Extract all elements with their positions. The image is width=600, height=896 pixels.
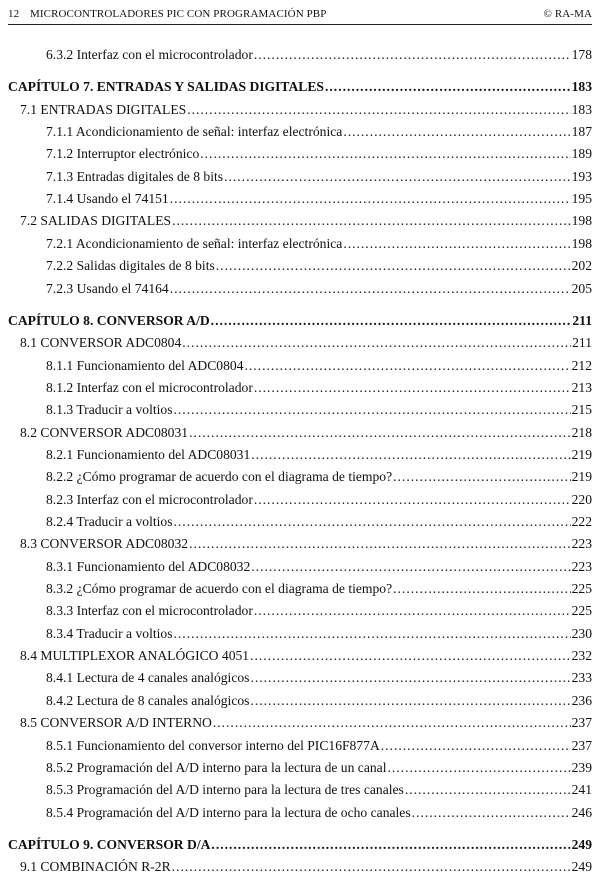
toc-subsection-entry: [8, 233, 592, 255]
toc-subsection-entry: [8, 255, 592, 277]
toc-entry-page: 223: [571, 536, 592, 552]
toc-entry-title: CAPÍTULO 8. CONVERSOR A/D: [8, 312, 210, 328]
toc-entry-page: 183: [571, 79, 592, 95]
toc-entry-line: [46, 556, 592, 578]
toc-entry-title: 8.3.1 Funcionamiento del ADC08032: [46, 558, 251, 574]
toc-entry-line: [46, 166, 592, 188]
toc-subsection-entry: [8, 600, 592, 622]
toc-entry-title: 8.1.1 Funcionamiento del ADC0804: [46, 357, 244, 373]
toc-dot-leader: [412, 802, 571, 824]
toc-dot-leader: [174, 399, 571, 421]
toc-entry-line: [46, 511, 592, 533]
toc-entry-page: 202: [571, 258, 592, 274]
book-title: MICROCONTROLADORES PIC CON PROGRAMACIÓN PBP: [30, 8, 327, 20]
toc-entry-page: 205: [571, 280, 592, 296]
toc-subsection-entry: [8, 556, 592, 578]
toc-dot-leader: [393, 578, 570, 600]
toc-entry-line: [8, 310, 592, 332]
toc-entry-line: [20, 856, 592, 878]
running-header: [8, 6, 592, 26]
toc-entry-title: CAPÍTULO 9. CONVERSOR D/A: [8, 836, 211, 852]
toc-entry-title: 8.2.1 Funcionamiento del ADC08031: [46, 446, 251, 462]
toc-entry-page: 198: [571, 235, 592, 251]
toc-entry-line: [46, 690, 592, 712]
toc-entry-line: [46, 44, 592, 66]
toc-entry-title: 7.2.2 Salidas digitales de 8 bits: [46, 258, 215, 274]
toc-dot-leader: [381, 735, 571, 757]
toc-entry-title: 7.1.3 Entradas digitales de 8 bits: [46, 168, 224, 184]
toc-entry-page: 246: [571, 804, 592, 820]
toc-entry-title: 8.3 CONVERSOR ADC08032: [20, 536, 189, 552]
toc-section-entry: [8, 712, 592, 734]
toc-dot-leader: [172, 856, 571, 878]
toc-entry-line: [20, 332, 592, 354]
toc-entry-line: [46, 188, 592, 210]
toc-dot-leader: [325, 76, 571, 98]
toc-entry-page: 215: [571, 402, 592, 418]
toc-section-entry: [8, 422, 592, 444]
toc-dot-leader: [254, 489, 571, 511]
toc-entry-line: [46, 489, 592, 511]
toc-entry-page: 241: [571, 782, 592, 798]
toc-subsection-entry: [8, 188, 592, 210]
toc-entry-page: 233: [571, 670, 592, 686]
toc-entry-page: 222: [571, 514, 592, 529]
toc-entry-page: 187: [571, 124, 592, 140]
toc-dot-leader: [387, 757, 570, 779]
toc-subsection-entry: [8, 44, 592, 66]
toc-dot-leader: [200, 143, 570, 165]
toc-section-entry: [8, 332, 592, 354]
toc-entry-title: 8.1.2 Interfaz con el microcontrolador: [46, 379, 253, 395]
toc-entry-title: 7.2 SALIDAS DIGITALES: [20, 213, 172, 229]
toc-entry-line: [46, 623, 592, 645]
toc-entry-title: 8.2.2 ¿Cómo programar de acuerdo con el diagrama de tiempo?: [46, 469, 393, 485]
toc-entry-line: [20, 422, 592, 444]
toc-dot-leader: [251, 444, 570, 466]
toc-entry-title: 6.3.2 Interfaz con el microcontrolador: [46, 47, 253, 62]
toc-subsection-entry: [8, 166, 592, 188]
toc-entry-line: [46, 143, 592, 165]
toc-entry-title: 7.2.1 Acondicionamiento de señal: interfaz electrónica: [46, 235, 343, 251]
toc-dot-leader: [251, 556, 570, 578]
toc-entry-page: 193: [571, 168, 592, 184]
toc-entry-page: 183: [571, 101, 592, 117]
toc-entry-line: [46, 757, 592, 779]
toc-entry-line: [46, 399, 592, 421]
toc-dot-leader: [170, 188, 571, 210]
toc-dot-leader: [254, 377, 571, 399]
toc-entry-page: 198: [571, 213, 592, 229]
toc-entry-title: 8.5 CONVERSOR A/D INTERNO: [20, 715, 212, 731]
toc-dot-leader: [213, 712, 571, 734]
toc-subsection-entry: [8, 779, 592, 801]
toc-subsection-entry: [8, 757, 592, 779]
toc-entry-line: [46, 278, 592, 300]
toc-dot-leader: [189, 422, 571, 444]
toc-entry-title: 8.1.3 Traducir a voltios: [46, 402, 173, 418]
toc-entry-page: 219: [571, 446, 592, 462]
toc-subsection-entry: [8, 690, 592, 712]
toc-subsection-entry: [8, 399, 592, 421]
toc-entry-title: 8.1 CONVERSOR ADC0804: [20, 335, 182, 351]
toc-entry-page: 225: [571, 581, 592, 597]
toc-entry-line: [46, 667, 592, 689]
toc-chapter-entry: [8, 76, 592, 98]
toc-dot-leader: [187, 99, 570, 121]
toc-chapter-entry: [8, 834, 592, 856]
toc-section-entry: [8, 99, 592, 121]
toc-entry-title: 8.3.4 Traducir a voltios: [46, 625, 173, 641]
toc-entry-page: 211: [572, 312, 592, 328]
toc-entry-line: [46, 600, 592, 622]
toc-entry-title: 8.3.2 ¿Cómo programar de acuerdo con el diagrama de tiempo?: [46, 581, 393, 597]
toc-subsection-entry: [8, 489, 592, 511]
toc-entry-page: 239: [571, 759, 592, 775]
toc-subsection-entry: [8, 121, 592, 143]
toc-entry-title: 8.2.3 Interfaz con el microcontrolador: [46, 491, 253, 507]
toc-subsection-entry: [8, 444, 592, 466]
toc-entry-line: [46, 735, 592, 757]
toc-dot-leader: [211, 310, 572, 332]
toc-entry-page: 220: [571, 491, 592, 507]
toc-section-entry: [8, 533, 592, 555]
toc-subsection-entry: [8, 667, 592, 689]
toc-entry-line: [8, 76, 592, 98]
toc-entry-page: 237: [571, 737, 592, 753]
toc-dot-leader: [343, 121, 570, 143]
toc-entry-title: 7.2.3 Usando el 74164: [46, 280, 169, 296]
toc-section-entry: [8, 210, 592, 232]
toc-entry-title: 9.1 COMBINACIÓN R-2R: [20, 859, 171, 875]
toc-entry-title: 7.1.2 Interruptor electrónico: [46, 146, 200, 162]
toc-entry-line: [20, 533, 592, 555]
toc-entry-title: 8.5.1 Funcionamiento del conversor interno del PIC16F877A: [46, 737, 380, 753]
toc-entry-line: [46, 121, 592, 143]
toc-entry-line: [46, 255, 592, 277]
toc-subsection-entry: [8, 735, 592, 757]
toc-entry-title: 8.4.1 Lectura de 4 canales analógicos: [46, 670, 250, 686]
toc-entry-line: [46, 802, 592, 824]
toc-section-entry: [8, 856, 592, 878]
toc-entry-title: CAPÍTULO 7. ENTRADAS Y SALIDAS DIGITALES: [8, 79, 324, 95]
toc-entry-line: [46, 233, 592, 255]
toc-entry-page: 195: [571, 191, 592, 207]
toc-entry-line: [46, 355, 592, 377]
toc-entry-line: [46, 466, 592, 488]
toc-entry-line: [46, 779, 592, 801]
toc-dot-leader: [250, 667, 570, 689]
toc-entry-page: 213: [571, 379, 592, 395]
toc-entry-title: 7.1.4 Usando el 74151: [46, 191, 169, 207]
toc-entry-page: 230: [571, 625, 592, 641]
toc-entry-page: 232: [571, 648, 592, 664]
toc-dot-leader: [216, 255, 571, 277]
toc-entry-page: 178: [571, 47, 592, 62]
toc-entry-line: [46, 578, 592, 600]
page-number: 12: [8, 8, 20, 20]
toc-entry-title: 7.1 ENTRADAS DIGITALES: [20, 101, 187, 117]
toc-subsection-entry: [8, 278, 592, 300]
toc-entry-title: 8.2 CONVERSOR ADC08031: [20, 424, 189, 440]
toc-entry-line: [20, 210, 592, 232]
toc-dot-leader: [254, 600, 571, 622]
toc-subsection-entry: [8, 143, 592, 165]
toc-entry-page: 237: [571, 715, 592, 731]
toc-subsection-entry: [8, 377, 592, 399]
toc-entry-title: 8.2.4 Traducir a voltios: [46, 514, 173, 529]
toc-dot-leader: [170, 278, 571, 300]
toc-entry-page: 249: [571, 836, 592, 852]
toc-subsection-entry: [8, 578, 592, 600]
toc-entry-title: 8.4 MULTIPLEXOR ANALÓGICO 4051: [20, 648, 250, 664]
toc-dot-leader: [405, 779, 571, 801]
toc-dot-leader: [343, 233, 570, 255]
toc-dot-leader: [211, 834, 570, 856]
toc-subsection-entry: [8, 511, 592, 533]
toc-subsection-entry: [8, 466, 592, 488]
toc-dot-leader: [182, 332, 571, 354]
toc-subsection-entry: [8, 623, 592, 645]
toc-entry-page: 211: [572, 335, 592, 351]
toc-entry-title: 8.5.4 Programación del A/D interno para la lectura de ocho canales: [46, 804, 411, 820]
toc-entry-line: [20, 645, 592, 667]
toc-chapter-entry: [8, 310, 592, 332]
toc-entry-page: 225: [571, 603, 592, 619]
toc-entry-page: 249: [571, 859, 592, 875]
toc-entry-page: 189: [571, 146, 592, 162]
header-rule: [8, 24, 592, 25]
toc-dot-leader: [174, 623, 571, 645]
toc-dot-leader: [250, 690, 570, 712]
toc-dot-leader: [393, 466, 570, 488]
toc-entry-page: 212: [571, 357, 592, 373]
toc-entry-title: 8.3.3 Interfaz con el microcontrolador: [46, 603, 253, 619]
toc-entry-line: [20, 99, 592, 121]
toc-dot-leader: [254, 44, 571, 66]
toc-section-entry: [8, 645, 592, 667]
toc-entry-page: 219: [571, 469, 592, 485]
toc-entry-title: 8.4.2 Lectura de 8 canales analógicos: [46, 692, 250, 708]
toc-dot-leader: [224, 166, 571, 188]
toc-subsection-entry: [8, 355, 592, 377]
toc-dot-leader: [174, 511, 571, 533]
toc-entry-page: 218: [571, 424, 592, 440]
toc-entry-title: 7.1.1 Acondicionamiento de señal: interfaz electrónica: [46, 124, 343, 140]
toc-entry-line: [46, 377, 592, 399]
toc-entry-page: 236: [571, 692, 592, 708]
toc-entry-title: 8.5.3 Programación del A/D interno para la lectura de tres canales: [46, 782, 404, 798]
toc-entry-line: [8, 834, 592, 856]
toc-entry-line: [20, 712, 592, 734]
toc-entry-line: [46, 444, 592, 466]
toc-dot-leader: [172, 210, 571, 232]
toc-dot-leader: [250, 645, 571, 667]
toc-dot-leader: [244, 355, 570, 377]
toc-dot-leader: [189, 533, 571, 555]
publisher-mark: © RA-MA: [543, 8, 592, 20]
toc-entry-title: 8.5.2 Programación del A/D interno para la lectura de un canal: [46, 759, 387, 775]
toc-entry-page: 223: [571, 558, 592, 574]
toc-subsection-entry: [8, 802, 592, 824]
